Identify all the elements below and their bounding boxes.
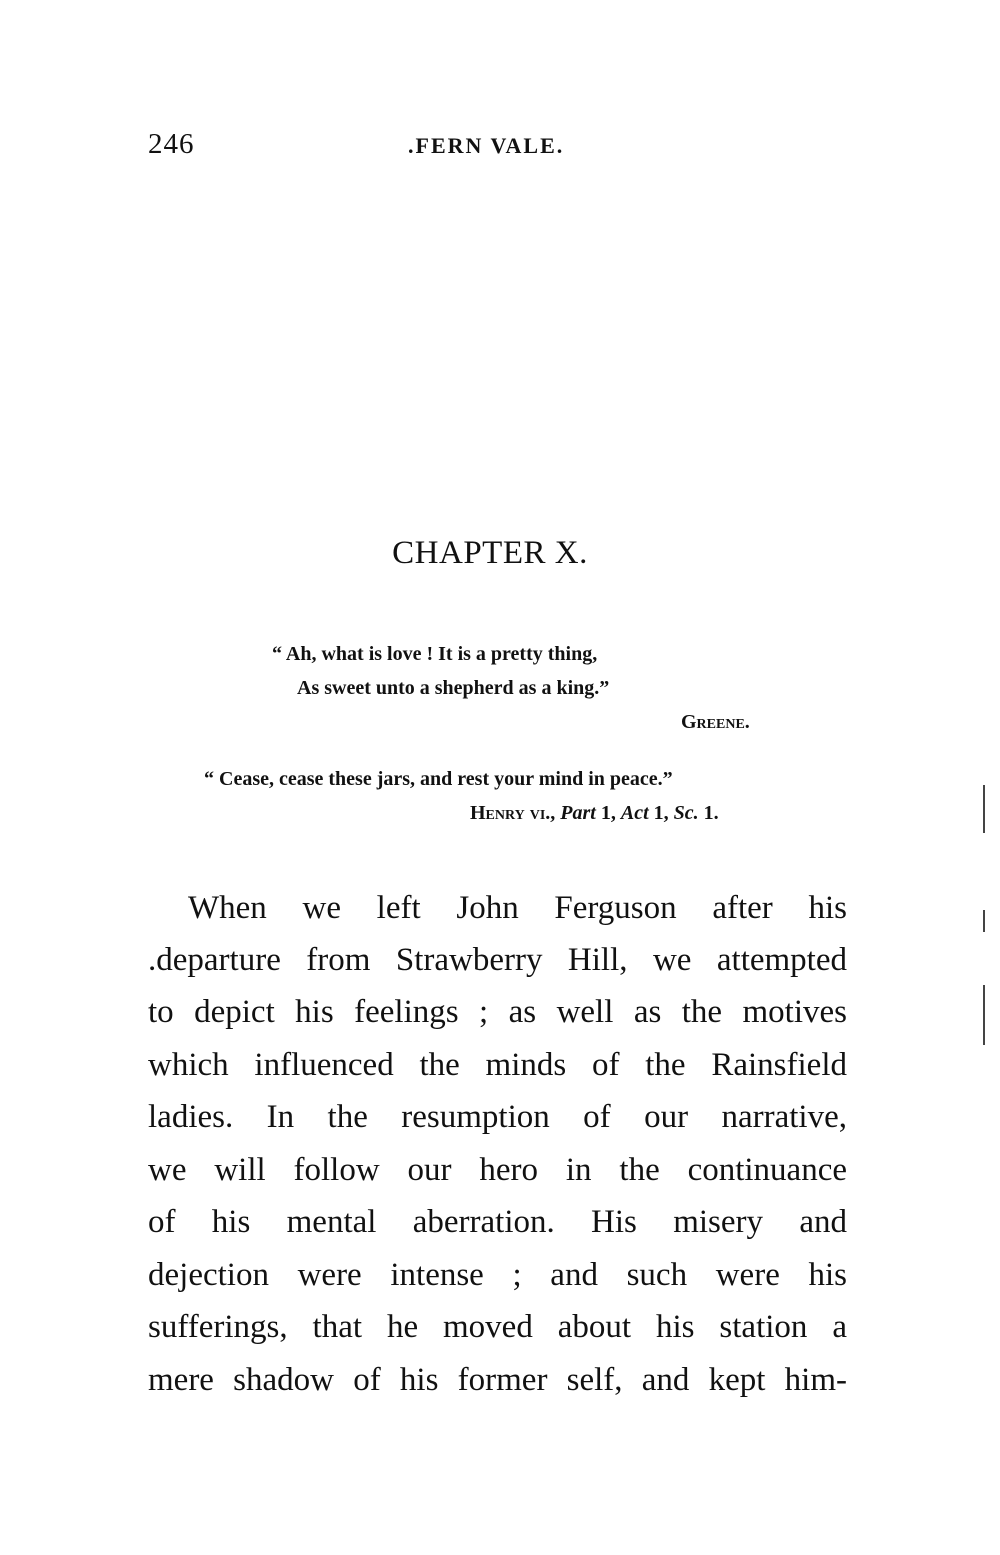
body-line-8: dejection were intense ; and such were his (148, 1257, 847, 1293)
attribution-work: Henry vi., (470, 802, 556, 824)
epigraph-1-line-1: “ Ah, what is love ! It is a pretty thing, (272, 643, 598, 665)
scan-edge-mark (983, 910, 985, 932)
scan-edge-mark (983, 785, 985, 833)
attribution-part-label: Part (560, 802, 596, 824)
running-title: .FERN VALE. (408, 133, 565, 158)
body-line-3: to depict his feelings ; as well as the motives (148, 994, 847, 1030)
attribution-scene: 1. (703, 802, 719, 824)
epigraph-1-line-2: As sweet unto a shepherd as a king.” (297, 677, 610, 699)
page-number: 246 (148, 128, 195, 160)
body-line-7: of his mental aberration. His misery and (148, 1204, 847, 1240)
body-line-2: .departure from Strawberry Hill, we attempted (148, 942, 847, 978)
body-line-1: When we left John Ferguson after his (188, 890, 847, 926)
attribution-act-label: Act (620, 802, 649, 824)
scan-edge-mark (983, 985, 985, 1045)
chapter-title: CHAPTER X. (392, 535, 588, 571)
body-line-4: which influenced the minds of the Rainsfield (148, 1047, 847, 1083)
attribution-part: 1, (600, 802, 616, 824)
body-line-9: sufferings, that he moved about his station a (148, 1309, 847, 1345)
attribution-act: 1, (653, 802, 669, 824)
attribution-scene-label: Sc. (673, 802, 699, 824)
epigraph-2-line-1: “ Cease, cease these jars, and rest your mind in peace.” (204, 768, 673, 790)
body-line-5: ladies. In the resumption of our narrative, (148, 1099, 847, 1135)
epigraph-2-attribution (470, 802, 719, 825)
body-line-6: we will follow our hero in the continuance (148, 1152, 847, 1188)
epigraph-1-attribution: Greene. (681, 711, 750, 733)
body-line-10: mere shadow of his former self, and kept him- (148, 1362, 847, 1398)
